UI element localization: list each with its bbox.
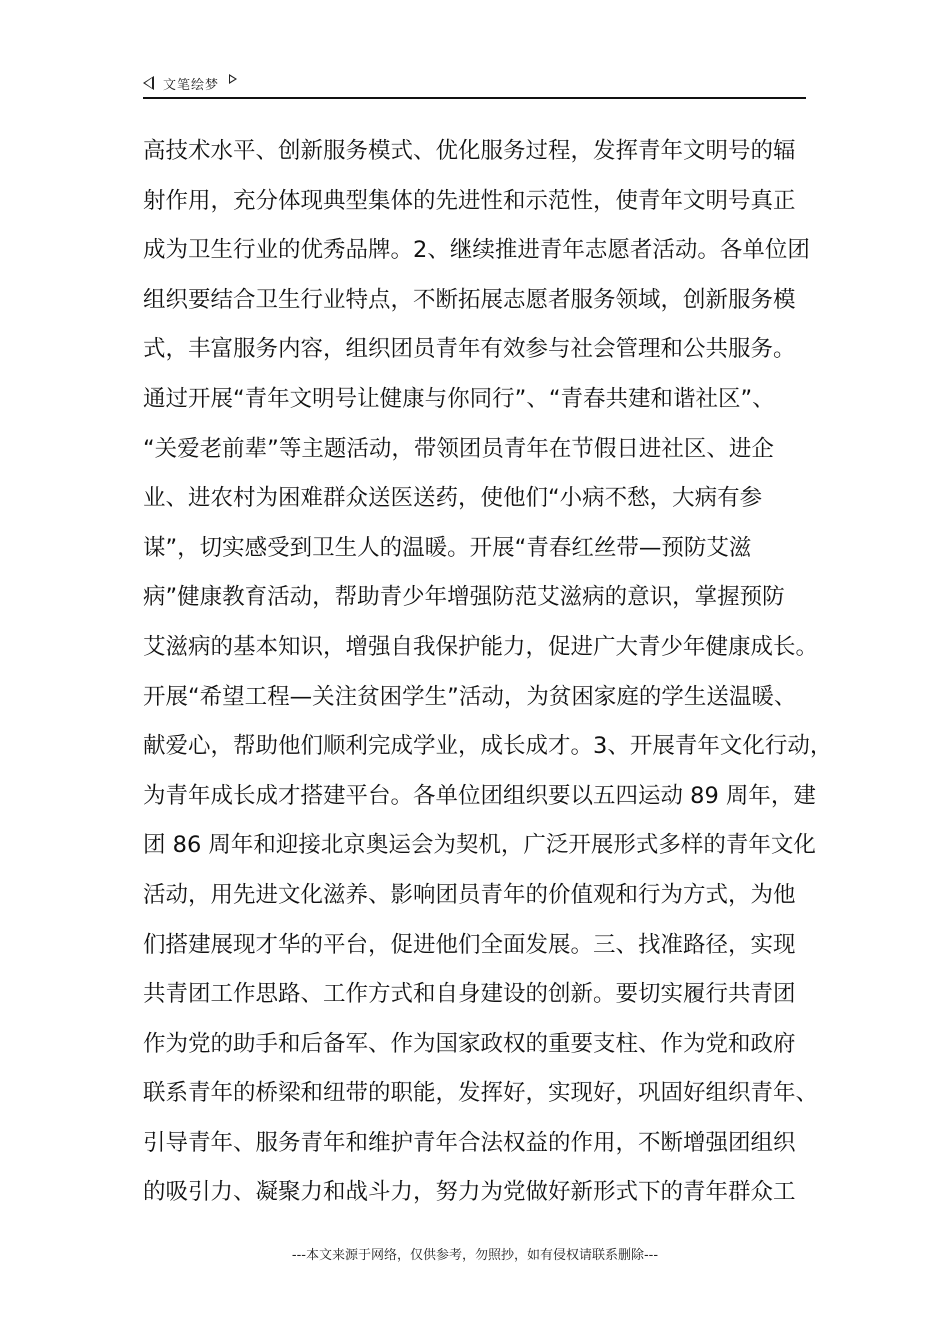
text-line: 式，丰富服务内容，组织团员青年有效参与社会管理和公共服务。 [143,336,796,363]
text-line: 业、进农村为困难群众送医送药，使他们“小病不愁，大病有参 [143,485,763,512]
left-triangle-icon [143,76,154,90]
text-line: 献爱心，帮助他们顺利完成学业，成长成才。3、开展青年文化行动， [143,733,833,760]
text-line: 开展“希望工程—关注贫困学生”活动，为贫困家庭的学生送温暖、 [143,683,797,710]
text-line: 组织要结合卫生行业特点，不断拓展志愿者服务领域，创新服务模 [143,286,796,313]
page-footer: ---本文来源于网络，仅供参考，勿照抄，如有侵权请联系删除--- [291,1248,659,1263]
text-line: 病”健康教育活动，帮助青少年增强防范艾滋病的意识，掌握预防 [143,584,785,611]
text-line: 作为党的助手和后备军、作为国家政权的重要支柱、作为党和政府 [143,1030,796,1057]
text-line: 射作用，充分体现典型集体的先进性和示范性，使青年文明号真正 [143,187,796,214]
text-line: “关爱老前辈”等主题活动，带领团员青年在节假日进社区、进企 [143,435,774,462]
header-brand: 文笔绘梦 [163,77,220,93]
text-line: 活动，用先进文化滋养、影响团员青年的价值观和行为方式，为他 [143,881,796,908]
text-line: 通过开展“青年文明号让健康与你同行”、“青春共建和谐社区”、 [143,385,775,412]
text-line: 引导青年、服务青年和维护青年合法权益的作用，不断增强团组织 [143,1129,796,1156]
header-inner [143,72,806,94]
header-rule [143,97,806,99]
text-line: 联系青年的桥梁和纽带的职能，发挥好，实现好，巩固好组织青年、 [143,1080,819,1107]
text-line: 的吸引力、凝聚力和战斗力，努力为党做好新形式下的青年群众工 [143,1179,796,1206]
text-line: 高技术水平、创新服务模式、优化服务过程，发挥青年文明号的辐 [143,138,796,164]
text-line: 们搭建展现才华的平台，促进他们全面发展。三、找准路径，实现 [143,931,796,958]
page-header [143,72,806,98]
right-triangle-icon [229,74,237,84]
text-line: 艾滋病的基本知识，增强自我保护能力，促进广大青少年健康成长。 [143,633,819,660]
text-line: 谋”，切实感受到卫生人的温暖。开展“青春红丝带—预防艾滋 [143,534,752,561]
text-line: 团 86 周年和迎接北京奥运会为契机，广泛开展形式多样的青年文化 [143,832,816,859]
body-text [143,127,833,1218]
text-line: 为青年成长成才搭建平台。各单位团组织要以五四运动 89 周年，建 [143,782,816,809]
text-line: 共青团工作思路、工作方式和自身建设的创新。要切实履行共青团 [143,981,796,1008]
text-line: 成为卫生行业的优秀品牌。2、继续推进青年志愿者活动。各单位团 [143,237,810,264]
